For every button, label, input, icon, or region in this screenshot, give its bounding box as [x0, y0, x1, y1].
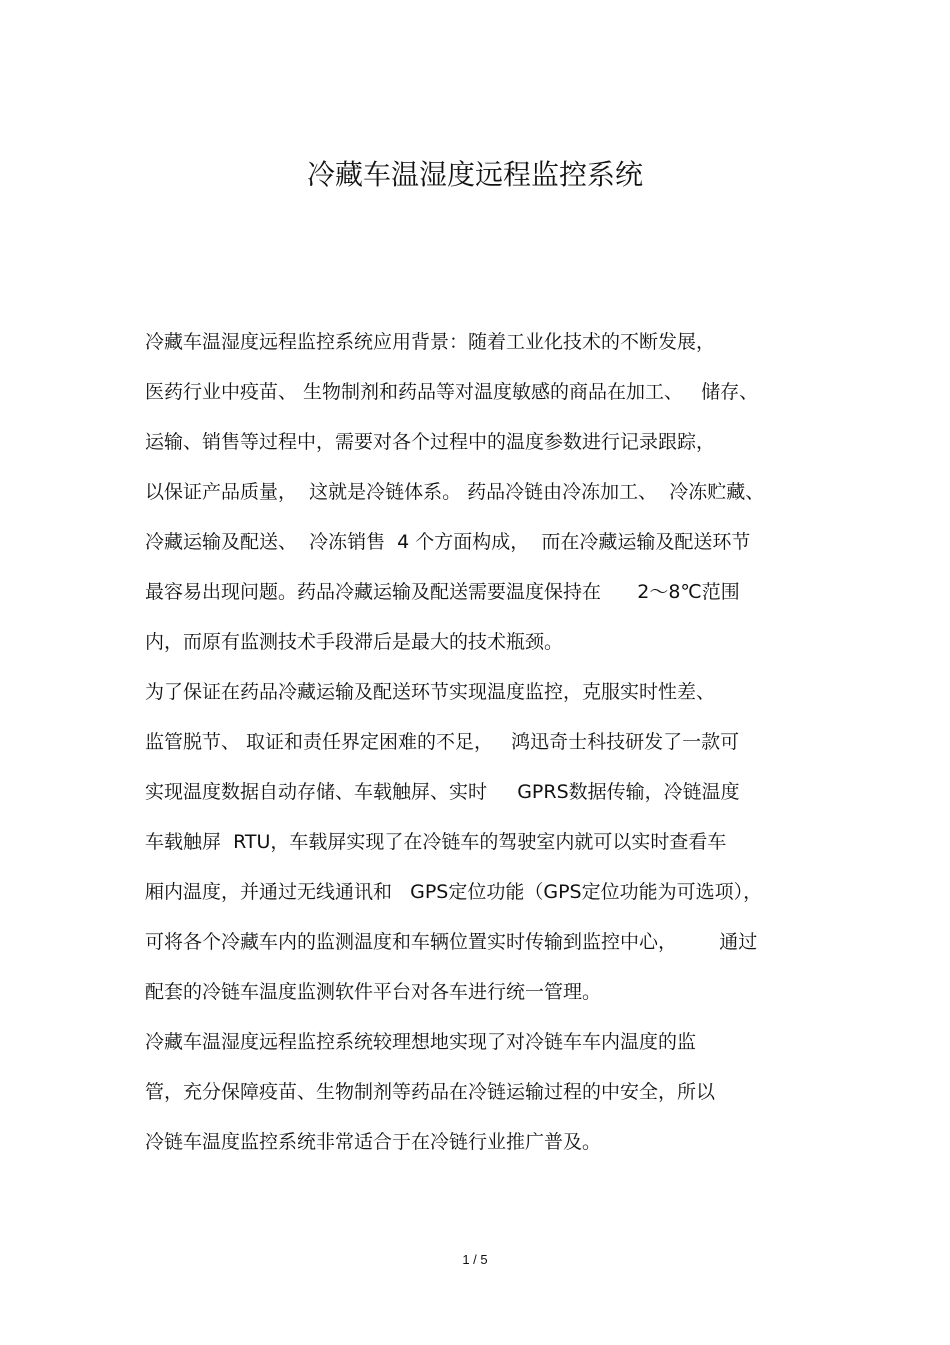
body-line: 最容易出现问题。药品冷藏运输及配送需要温度保持在 2～8℃范围	[145, 581, 740, 603]
body-line: 可将各个冷藏车内的监测温度和车辆位置实时传输到监控中心， 通过	[145, 931, 758, 953]
body-line: 车载触屏 RTU，车载屏实现了在冷链车的驾驶室内就可以实时查看车	[145, 831, 727, 853]
body-line: 冷藏车温湿度远程监控系统较理想地实现了对冷链车车内温度的监	[145, 1031, 697, 1053]
body-line: 管，充分保障疫苗、生物制剂等药品在冷链运输过程的中安全，所以	[145, 1081, 716, 1103]
page-number: 1 / 5	[462, 1252, 488, 1267]
body-line: 以保证产品质量， 这就是冷链体系。 药品冷链由冷冻加工、 冷冻贮藏、	[145, 481, 765, 503]
body-line: 运输、销售等过程中，需要对各个过程中的温度参数进行记录跟踪，	[145, 431, 716, 453]
body-line: 配套的冷链车温度监测软件平台对各车进行统一管理。	[145, 981, 602, 1003]
body-line: 监管脱节、 取证和责任界定困难的不足， 鸿迅奇士科技研发了一款可	[145, 731, 740, 753]
body-line: 实现温度数据自动存储、车载触屏、实时 GPRS数据传输，冷链温度	[145, 781, 740, 803]
document-title: 冷藏车温湿度远程监控系统	[306, 158, 643, 191]
body-line: 医药行业中疫苗、 生物制剂和药品等对温度敏感的商品在加工、 储存、	[145, 381, 759, 403]
body-line: 为了保证在药品冷藏运输及配送环节实现温度监控，克服实时性差、	[145, 681, 716, 703]
document-body	[145, 322, 825, 1172]
body-line: 厢内温度，并通过无线通讯和 GPS定位功能（GPS定位功能为可选项），	[145, 881, 763, 903]
body-line: 冷藏车温湿度远程监控系统应用背景：随着工业化技术的不断发展，	[145, 331, 716, 353]
body-line: 冷藏运输及配送、 冷冻销售 4 个方面构成， 而在冷藏运输及配送环节	[145, 531, 751, 553]
body-line: 内，而原有监测技术手段滞后是最大的技术瓶颈。	[145, 631, 564, 653]
body-line: 冷链车温度监控系统非常适合于在冷链行业推广普及。	[145, 1131, 602, 1153]
